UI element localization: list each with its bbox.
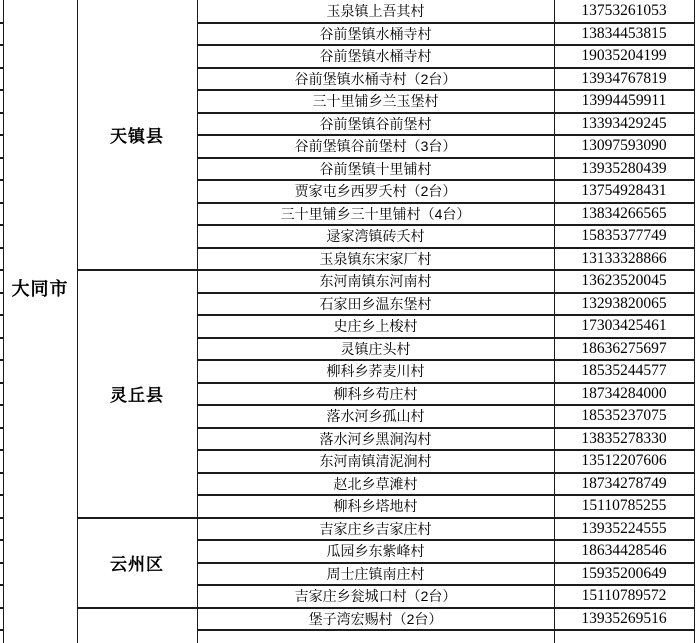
village-cell: 落水河乡孤山村	[197, 405, 554, 428]
crop-stub	[0, 630, 3, 643]
phone-cell: 13097593090	[554, 135, 694, 158]
village-cell: 柳科乡苟庄村	[197, 383, 554, 406]
crop-stub	[0, 518, 3, 541]
crop-stub	[0, 203, 3, 226]
village-cell: 谷前堡镇谷前堡村	[197, 113, 554, 136]
phone-cell: 13393429245	[554, 113, 694, 136]
village-cell: 贾家屯乡西罗夭村（2台）	[197, 180, 554, 203]
crop-stub	[0, 68, 3, 91]
phone-cell: 13623520045	[554, 270, 694, 293]
phone-cell: 15935200649	[554, 563, 694, 586]
phone-cell: 13293820065	[554, 293, 694, 316]
phone-cell: 15835377749	[554, 225, 694, 248]
crop-stub	[0, 113, 3, 136]
village-cell: 东河南镇东河南村	[197, 270, 554, 293]
village-cell: 堡子湾宏赐村（2台）	[197, 608, 554, 631]
village-cell: 灵镇庄头村	[197, 338, 554, 361]
phone-cell: 18535244577	[554, 360, 694, 383]
crop-stub	[0, 540, 3, 563]
village-cell: 玉泉镇东宋家厂村	[197, 248, 554, 271]
county-cell	[77, 608, 197, 643]
phone-cell: 18535237075	[554, 405, 694, 428]
phone-cell: 19035204199	[554, 45, 694, 68]
crop-stub	[0, 360, 3, 383]
village-cell: 谷前堡镇水桶寺村	[197, 23, 554, 46]
phone-cell: 13834266565	[554, 203, 694, 226]
county-cell: 云州区	[77, 518, 197, 608]
phone-cell: 13835278330	[554, 428, 694, 451]
village-cell: 谷前堡镇水桶寺村（2台）	[197, 68, 554, 91]
phone-cell: 13935224555	[554, 518, 694, 541]
phone-cell: 13753261053	[554, 0, 694, 23]
crop-stub	[0, 225, 3, 248]
crop-stub	[0, 473, 3, 496]
county-cell: 天镇县	[77, 0, 197, 270]
crop-stub	[0, 428, 3, 451]
village-cell: 石家田乡温东堡村	[197, 293, 554, 316]
phone-cell: 13935269516	[554, 608, 694, 631]
crop-stub	[0, 405, 3, 428]
village-cell: 东河南镇清泥涧村	[197, 450, 554, 473]
table-row	[0, 518, 694, 541]
phone-cell: 13512207606	[554, 450, 694, 473]
phone-cell: 13133328866	[554, 248, 694, 271]
city-cell: 大同市	[3, 0, 77, 643]
crop-stub	[0, 450, 3, 473]
table-row	[0, 0, 694, 23]
village-cell: 周士庄镇南庄村	[197, 563, 554, 586]
crop-stub	[0, 270, 3, 293]
phone-cell: 18636275697	[554, 338, 694, 361]
village-cell: 落水河乡黑涧沟村	[197, 428, 554, 451]
village-cell	[197, 630, 554, 643]
village-cell: 谷前堡镇十里铺村	[197, 158, 554, 181]
village-cell: 吉家庄乡吉家庄村	[197, 518, 554, 541]
village-cell: 玉泉镇上吾其村	[197, 0, 554, 23]
village-cell: 瓜园乡东紫峰村	[197, 540, 554, 563]
village-cell: 吉家庄乡瓮城口村（2台）	[197, 585, 554, 608]
phone-cell: 18634428546	[554, 540, 694, 563]
village-cell: 赵北乡草滩村	[197, 473, 554, 496]
crop-stub	[0, 563, 3, 586]
village-cell: 谷前堡镇水桶寺村	[197, 45, 554, 68]
phone-cell: 13994459911	[554, 90, 694, 113]
county-cell: 灵丘县	[77, 270, 197, 518]
phone-cell: 13834453815	[554, 23, 694, 46]
phone-cell: 17303425461	[554, 315, 694, 338]
crop-stub	[0, 315, 3, 338]
phone-cell: 13935280439	[554, 158, 694, 181]
crop-stub	[0, 495, 3, 518]
crop-stub	[0, 585, 3, 608]
phone-cell: 13754928431	[554, 180, 694, 203]
crop-stub	[0, 23, 3, 46]
village-cell: 史庄乡上梭村	[197, 315, 554, 338]
crop-stub	[0, 180, 3, 203]
crop-stub	[0, 293, 3, 316]
phone-cell: 15110785255	[554, 495, 694, 518]
phone-cell	[554, 630, 694, 643]
village-cell: 谷前堡镇谷前堡村（3台）	[197, 135, 554, 158]
crop-stub	[0, 135, 3, 158]
crop-stub	[0, 158, 3, 181]
village-cell: 逯家湾镇砖夭村	[197, 225, 554, 248]
crop-stub	[0, 338, 3, 361]
crop-stub	[0, 45, 3, 68]
phone-cell: 15110789572	[554, 585, 694, 608]
crop-stub	[0, 90, 3, 113]
crop-stub	[0, 383, 3, 406]
table-row	[0, 608, 694, 631]
phone-cell: 18734284000	[554, 383, 694, 406]
phone-cell: 13934767819	[554, 68, 694, 91]
crop-stub	[0, 608, 3, 631]
village-cell: 柳科乡荞麦川村	[197, 360, 554, 383]
crop-stub	[0, 248, 3, 271]
village-cell: 三十里铺乡兰玉堡村	[197, 90, 554, 113]
village-cell: 柳科乡塔地村	[197, 495, 554, 518]
phone-cell: 18734278749	[554, 473, 694, 496]
table-row	[0, 270, 694, 293]
village-cell: 三十里铺乡三十里铺村（4台）	[197, 203, 554, 226]
